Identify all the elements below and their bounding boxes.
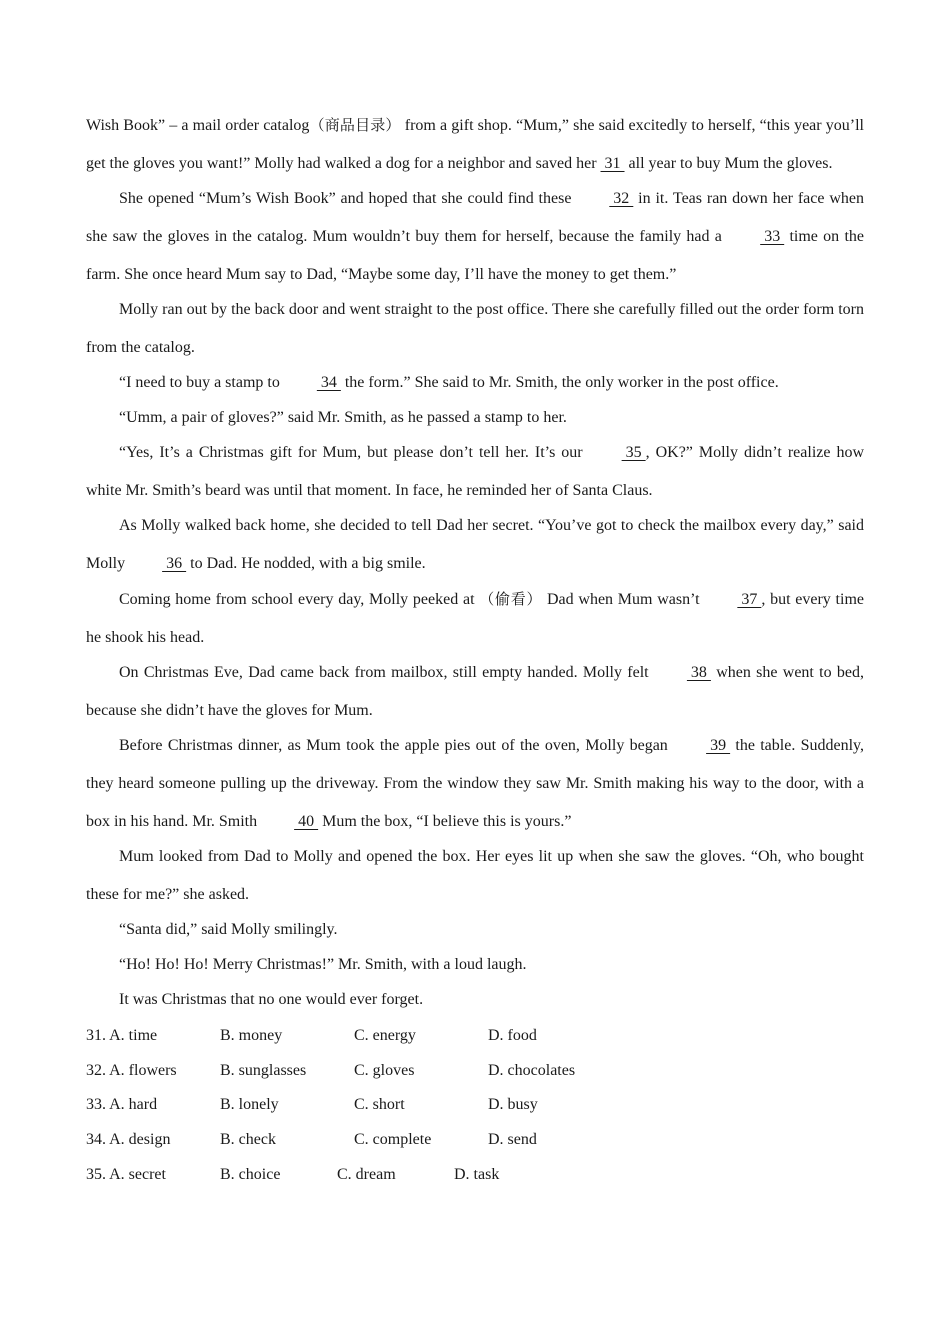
text: “Santa did,” said Molly smilingly. — [119, 921, 338, 938]
option-a: 33. A. hard — [86, 1096, 158, 1114]
question-32 — [86, 1054, 864, 1089]
text: time on the farm. She once heard Mum say to Dad, “Maybe some day, I’ll have the money to get them.” — [86, 228, 865, 283]
document-page — [86, 106, 864, 1192]
text: Dad when Mum wasn’t — [542, 591, 705, 608]
paragraph-7 — [86, 507, 864, 583]
option-b: B. sunglasses — [220, 1061, 307, 1079]
text: “Umm, a pair of gloves?” said Mr. Smith, as he passed a stamp to her. — [119, 409, 567, 426]
blank-39: 39 — [706, 737, 731, 754]
blank-34: 34 — [316, 374, 341, 391]
text: Coming home from school every day, Molly peeked at — [119, 591, 480, 608]
text: On Christmas Eve, Dad came back from mailbox, still empty handed. Molly felt — [119, 664, 654, 681]
option-a: 31. A. time — [86, 1027, 158, 1044]
paragraph-6 — [86, 434, 864, 510]
text: Molly ran out by the back door and went straight to the post office. There she carefully filled out the order form torn from the catalog. — [86, 301, 864, 356]
question-31 — [86, 1019, 864, 1054]
paragraph-14 — [86, 981, 864, 1019]
paragraph-9 — [86, 654, 864, 730]
text: from a gift shop. “Mum,” she said excitedly to herself, “this year you’ll get the gloves you want!” Molly had walked a dog for a neighbor and saved her — [86, 117, 864, 172]
option-b: B. check — [220, 1131, 276, 1149]
option-d: D. chocolates — [488, 1061, 576, 1079]
text: It was Christmas that no one would ever forget. — [119, 991, 424, 1008]
blank-40: 40 — [294, 813, 319, 830]
blank-35: 35 — [621, 444, 646, 461]
chinese-gloss: （商品目录） — [309, 116, 401, 134]
option-c: C. complete — [354, 1131, 432, 1149]
text: , OK?” Molly didn’t realize how white Mr. Smith’s beard was until that moment. In face, he reminded her of Santa Claus. — [86, 444, 864, 499]
option-c: C. short — [354, 1096, 405, 1114]
option-b: B. choice — [220, 1165, 281, 1183]
text: She opened “Mum’s Wish Book” and hoped that she could find these — [119, 190, 577, 207]
text: As Molly walked back home, she decided to tell Dad her secret. “You’ve got to check the mailbox every day,” said Molly — [86, 517, 864, 572]
text: when she went to bed, because she didn’t have the gloves for Mum. — [86, 664, 864, 719]
text: the form.” She said to Mr. Smith, the only worker in the post office. — [340, 374, 779, 391]
text: “I need to buy a stamp to — [119, 374, 284, 391]
blank-31: 31 — [600, 155, 625, 172]
option-b: B. money — [220, 1027, 283, 1044]
text: Mum the box, “I believe this is yours.” — [318, 813, 572, 830]
option-a: 35. A. secret — [86, 1165, 166, 1183]
paragraph-2 — [86, 180, 864, 294]
option-d: D. food — [488, 1027, 537, 1044]
blank-38: 38 — [686, 664, 711, 681]
question-33 — [86, 1088, 864, 1123]
blank-33: 33 — [760, 228, 785, 245]
paragraph-4 — [86, 364, 864, 402]
option-c: C. dream — [337, 1165, 396, 1183]
question-34 — [86, 1123, 864, 1158]
paragraph-11 — [86, 838, 864, 914]
text: Wish Book” – a mail order catalog — [86, 117, 310, 134]
paragraph-3 — [86, 291, 864, 367]
option-d: D. busy — [488, 1096, 538, 1114]
blank-37: 37 — [737, 591, 762, 608]
text: to Dad. He nodded, with a big smile. — [186, 555, 426, 572]
option-a: 34. A. design — [86, 1131, 171, 1149]
paragraph-1 — [86, 106, 864, 183]
text: the table. Suddenly, they heard someone pulling up the driveway. From the window they saw Mr. Smith making his way to the door, with a box in his hand. Mr. Smith — [86, 737, 865, 830]
blank-36: 36 — [162, 555, 187, 572]
text: in it. Teas ran down her face when she saw the gloves in the catalog. Mum wouldn’t buy them for herself, because the family had a — [86, 190, 865, 245]
text: , but every time he shook his head. — [86, 591, 864, 646]
question-35 — [86, 1158, 864, 1193]
option-d: D. task — [454, 1165, 500, 1183]
option-b: B. lonely — [220, 1096, 279, 1114]
option-c: C. gloves — [354, 1061, 415, 1079]
text: “Yes, It’s a Christmas gift for Mum, but please don’t tell her. It’s our — [119, 444, 589, 461]
text: Mum looked from Dad to Molly and opened the box. Her eyes lit up when she saw the gloves. “Oh, who bought these for me?” she asked. — [86, 848, 864, 903]
answer-options — [86, 1019, 864, 1192]
option-c: C. energy — [354, 1027, 416, 1044]
option-a: 32. A. flowers — [86, 1061, 177, 1079]
option-d: D. send — [488, 1131, 537, 1149]
paragraph-12 — [86, 911, 864, 949]
text: all year to buy Mum the gloves. — [624, 155, 833, 172]
paragraph-10 — [86, 727, 864, 841]
chinese-gloss: （偷看） — [479, 590, 543, 608]
blank-32: 32 — [609, 190, 634, 207]
paragraph-5 — [86, 399, 864, 437]
text: Before Christmas dinner, as Mum took the apple pies out of the oven, Molly began — [119, 737, 674, 754]
text: “Ho! Ho! Ho! Merry Christmas!” Mr. Smith, with a loud laugh. — [119, 956, 527, 973]
paragraph-13 — [86, 946, 864, 984]
paragraph-8 — [86, 580, 864, 657]
